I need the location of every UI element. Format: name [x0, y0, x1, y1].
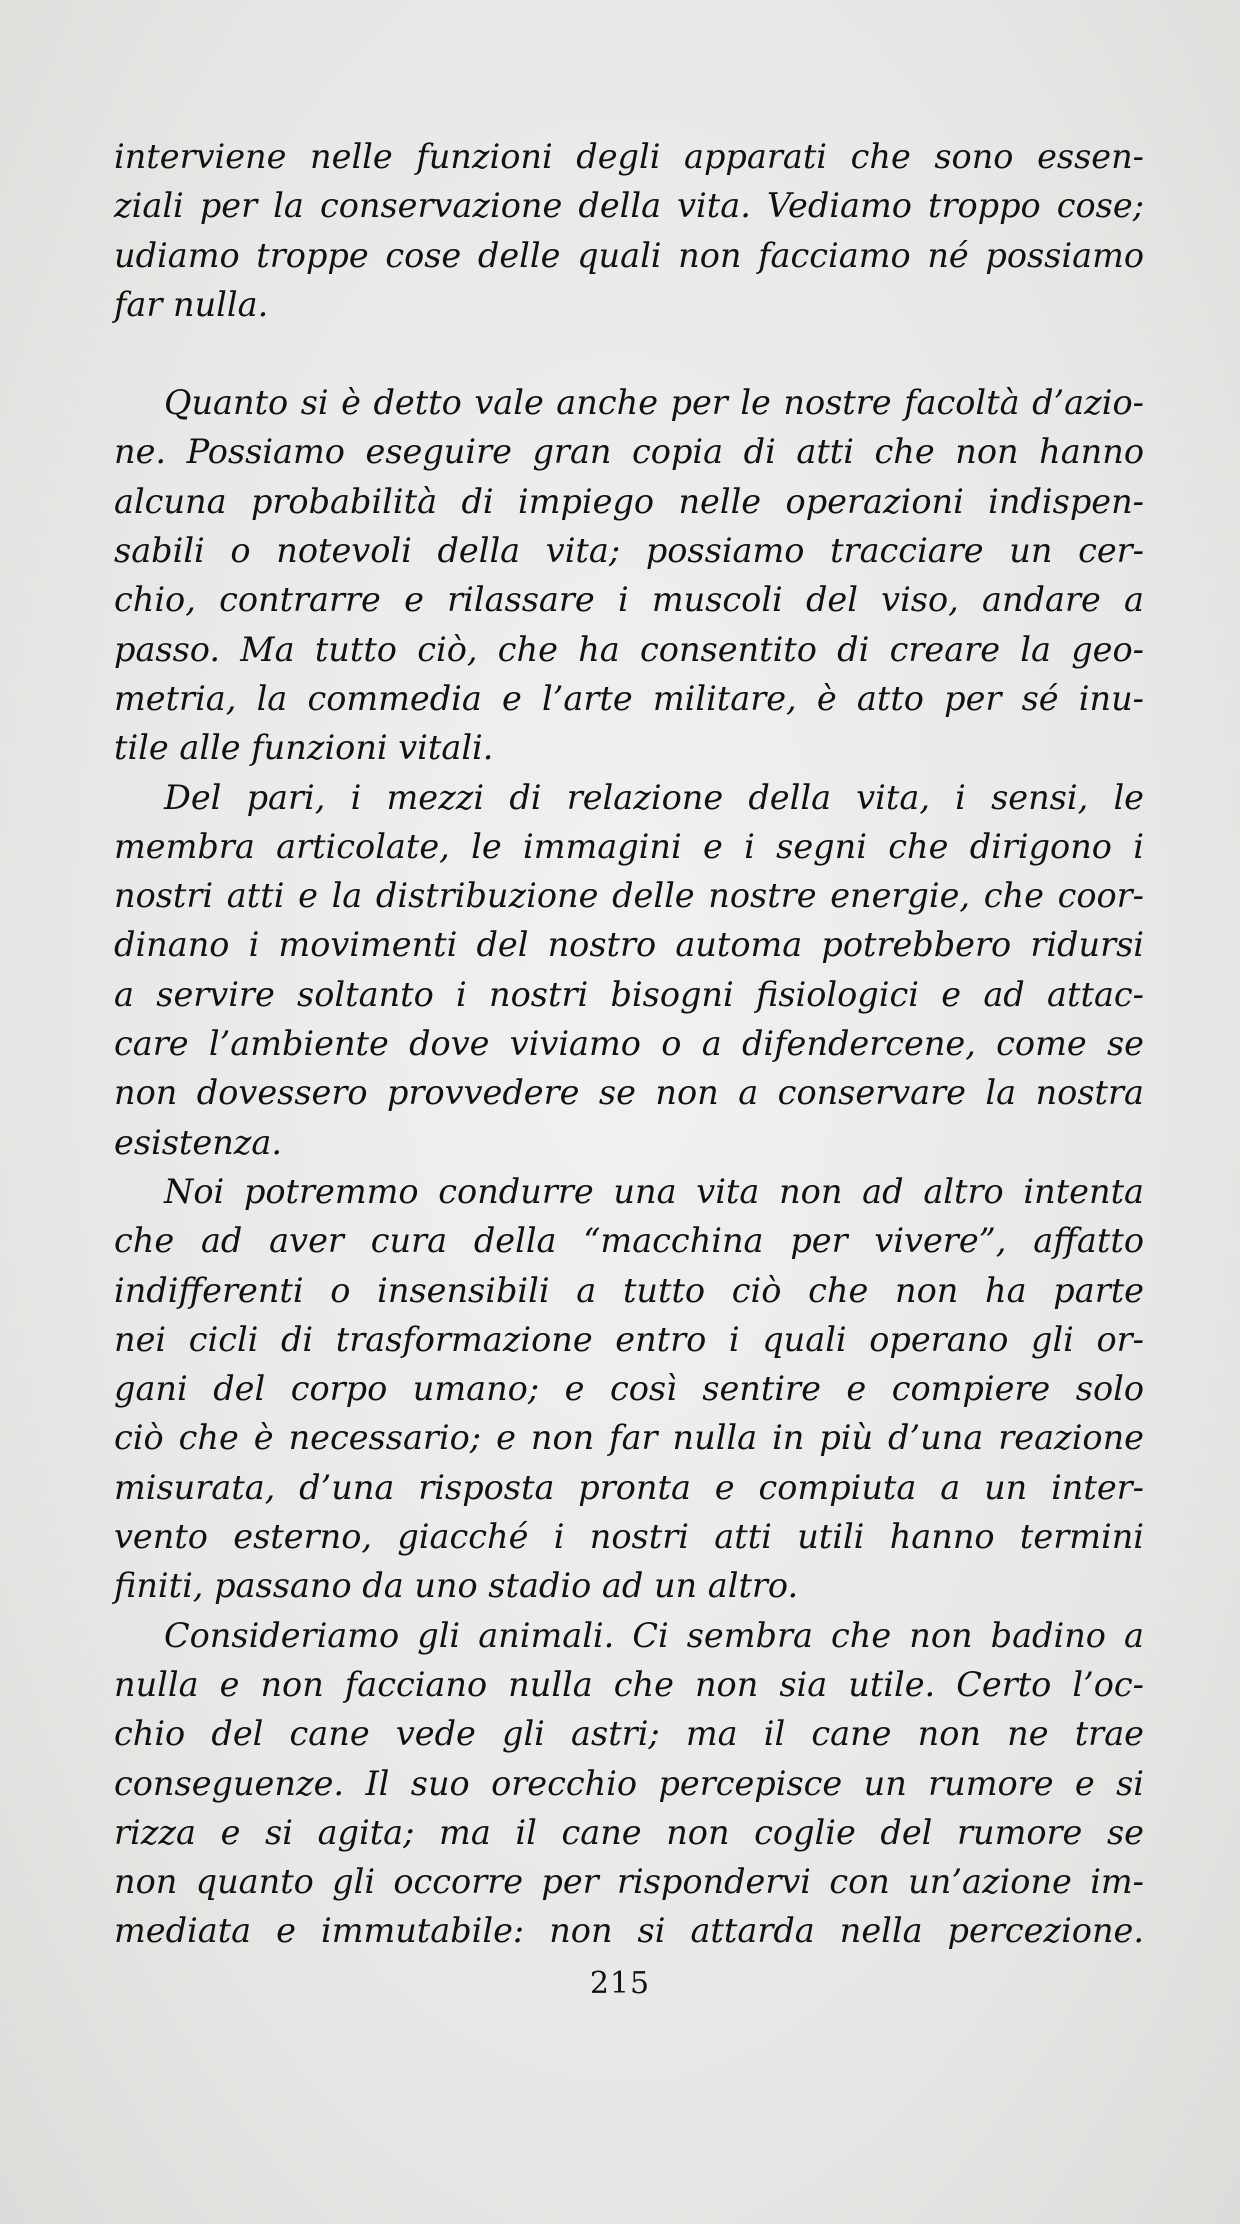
text-line: passo. Ma tutto ciò, che ha consentito di creare la geo- [114, 629, 1144, 669]
paragraph-5 [114, 1611, 1144, 1956]
text-line: Consideriamo gli animali. Ci sembra che non badino a [164, 1615, 1144, 1655]
text-line: indifferenti o insensibili a tutto ciò che non ha parte [114, 1270, 1144, 1310]
text-line: non dovessero provvedere se non a conservare la nostra [114, 1073, 1144, 1113]
text-line: a servire soltanto i nostri bisogni fisiologici e ad attac- [114, 974, 1144, 1014]
text-line: conseguenze. Il suo orecchio percepisce un rumore e si [114, 1763, 1144, 1803]
text-line: che ad aver cura della “macchina per vivere”, affatto [114, 1221, 1144, 1261]
text-line: chio del cane vede gli astri; ma il cane non ne trae [114, 1714, 1144, 1754]
paragraph-spacer [114, 329, 1144, 378]
text-line: gani del corpo umano; e così sentire e compiere solo [114, 1369, 1144, 1409]
text-line: vento esterno, giacché i nostri atti utili hanno termini [114, 1517, 1144, 1557]
text-line: finiti, passano da uno stadio ad un altro. [114, 1566, 799, 1606]
text-line: metria, la commedia e l’arte militare, è atto per sé inu- [114, 678, 1144, 718]
paragraph-3 [114, 773, 1144, 1167]
text-line: udiamo troppe cose delle quali non facciamo né possiamo [114, 235, 1144, 275]
paragraph-4 [114, 1167, 1144, 1611]
text-line: ciò che è necessario; e non far nulla in più d’una reazione [114, 1418, 1144, 1458]
body-text [114, 132, 1144, 1956]
text-line: Quanto si è detto vale anche per le nostre facoltà d’azio- [164, 383, 1144, 423]
text-line: mediata e immutabile: non si attarda nella percezione. [114, 1911, 1144, 1951]
text-line: interviene nelle funzioni degli apparati che sono essen- [114, 137, 1144, 176]
text-line: non quanto gli occorre per rispondervi con un’azione im- [114, 1862, 1144, 1902]
text-line: Noi potremmo condurre una vita non ad altro intenta [164, 1171, 1144, 1211]
text-line: rizza e si agita; ma il cane non coglie del rumore se [114, 1812, 1144, 1852]
page-number: 215 [589, 1966, 651, 2001]
text-line: care l’ambiente dove viviamo o a difendercene, come se [114, 1024, 1144, 1064]
text-line: misurata, d’una risposta pronta e compiuta a un inter- [114, 1467, 1144, 1507]
paragraph-2 [114, 378, 1144, 772]
text-line: tile alle funzioni vitali. [114, 728, 494, 768]
text-line: alcuna probabilità di impiego nelle operazioni indispen- [114, 481, 1144, 521]
text-line: Del pari, i mezzi di relazione della vita, i sensi, le [164, 777, 1144, 817]
text-line: dinano i movimenti del nostro automa potrebbero ridursi [114, 925, 1144, 965]
text-line: nulla e non facciano nulla che non sia utile. Certo l’oc- [114, 1664, 1144, 1704]
text-line: far nulla. [114, 284, 269, 324]
text-line: sabili o notevoli della vita; possiamo tracciare un cer- [114, 531, 1144, 571]
text-line: nostri atti e la distribuzione delle nostre energie, che coor- [114, 876, 1144, 916]
text-line: nei cicli di trasformazione entro i quali operano gli or- [114, 1319, 1144, 1359]
paragraph-1 [114, 132, 1144, 329]
text-line: chio, contrarre e rilassare i muscoli del viso, andare a [114, 580, 1144, 620]
text-line: membra articolate, le immagini e i segni che dirigono i [114, 826, 1144, 866]
text-line: esistenza. [114, 1122, 283, 1162]
text-line: ne. Possiamo eseguire gran copia di atti che non hanno [114, 432, 1144, 472]
text-line: ziali per la conservazione della vita. Vediamo troppo cose; [114, 186, 1144, 226]
